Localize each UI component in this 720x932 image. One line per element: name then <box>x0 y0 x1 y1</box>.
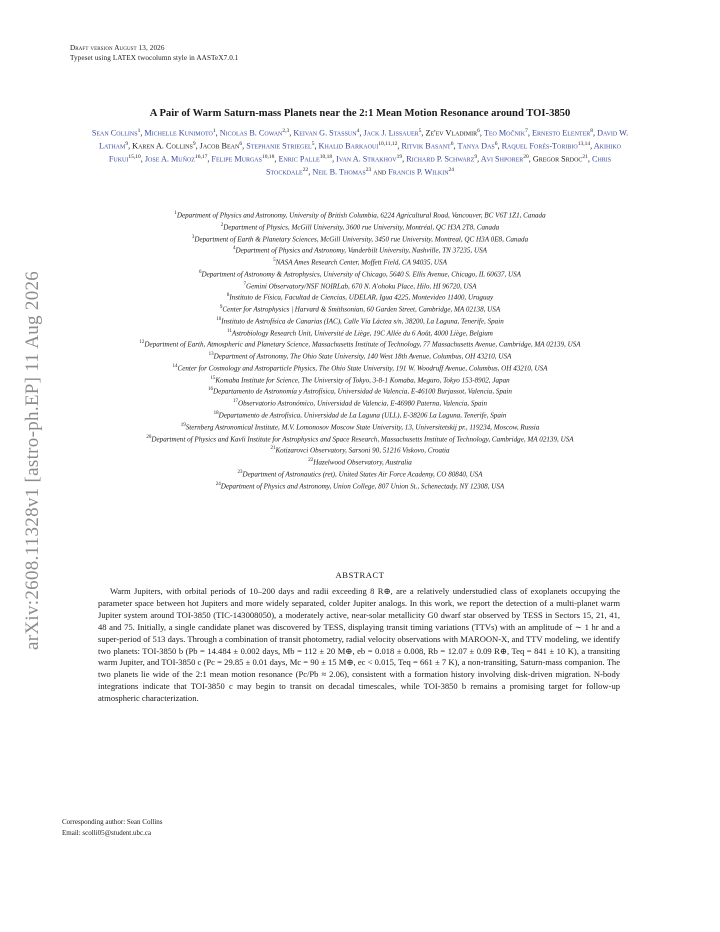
affiliation-text: Instituto de Astrofísica de Canarias (IAC), Calle Vía Láctea s/n, 38200, La Laguna, Tenerife, Spain <box>221 317 504 326</box>
author-name: Ze'ev Vladimir <box>425 128 478 138</box>
affiliation-text: Department of Physics and Astronomy, Vanderbilt University, Nashville, TN 37235, USA <box>235 246 487 255</box>
corresponding-author <box>62 817 163 838</box>
author-name: Jacob Bean <box>199 141 240 151</box>
author-affil-number: 23 <box>365 167 372 174</box>
author-name[interactable]: Jack J. Lissauer <box>363 128 419 138</box>
affiliation-item <box>55 444 665 456</box>
affiliation-item <box>55 480 665 492</box>
draft-version-line <box>70 43 239 53</box>
author-affil-number: 9 <box>192 141 196 148</box>
affiliation-number: 8 <box>226 293 230 299</box>
affiliation-text: Gemini Observatory/NSF NOIRLab, 670 N. A'ohoku Place, Hilo, HI 96720, USA <box>245 281 477 290</box>
author-affil-number: 5 <box>418 128 422 134</box>
affiliation-text: Department of Astronomy & Astrophysics, University of Chicago, 5640 S. Ellis Avenue, Chicago, IL 60637, USA <box>201 270 522 279</box>
author-affil-number: 15,10 <box>128 154 141 161</box>
author-name[interactable]: Akihiko Fukui <box>108 141 621 164</box>
author-name[interactable]: Stephanie Striegel <box>246 141 312 151</box>
authors-and: and <box>373 167 387 177</box>
affiliation-number: 7 <box>243 281 246 287</box>
author-affil-number: 20 <box>523 154 529 161</box>
author-affil-number: 24 <box>448 167 455 174</box>
affiliation-item <box>55 338 665 350</box>
affiliation-text: Hazelwood Observatory, Australia <box>313 458 412 467</box>
author-affil-number: 10,18 <box>319 154 333 161</box>
affiliation-number: 6 <box>198 269 202 275</box>
author-name[interactable]: Enric Palle <box>278 154 320 164</box>
affiliation-text: Departamento de Astrofísica, Universidad de La Laguna (ULL), E-38206 La Laguna, Tenerife, Spain <box>218 411 507 420</box>
affiliation-number: 16 <box>208 387 214 393</box>
affiliation-text: NASA Ames Research Center, Moffett Field, CA 94035, USA <box>275 258 447 267</box>
author-affil-number: 16,17 <box>194 154 208 161</box>
affiliation-number: 15 <box>210 375 216 381</box>
author-name[interactable]: Keivan G. Stassun <box>293 128 357 138</box>
affiliation-number: 2 <box>220 222 224 228</box>
draft-date: August 13, 2026 <box>114 44 165 52</box>
affiliation-item <box>55 362 665 374</box>
author-name[interactable]: Felipe Murgas <box>211 154 262 164</box>
author-name[interactable]: Neil B. Thomas <box>312 167 366 177</box>
author-name[interactable]: Ivan A. Strakhov <box>336 154 397 164</box>
author-name[interactable]: Nicolas B. Cowan <box>219 128 283 138</box>
author-name: Karen A. Collins <box>132 141 193 151</box>
author-name[interactable]: Michelle Kunimoto <box>144 128 213 138</box>
typeset-line: Typeset using LATEX twocolumn style in AASTeX7.0.1 <box>70 54 239 62</box>
affiliation-number: 24 <box>215 481 221 487</box>
author-affil-number: 4 <box>356 128 360 134</box>
author-affil-number: 6 <box>239 141 243 148</box>
author-affil-number: 1 <box>137 128 141 134</box>
author-affil-number: 5 <box>311 141 315 148</box>
author-name[interactable]: Sean Collins <box>91 128 138 138</box>
author-name[interactable]: Ernesto Elenter <box>531 128 591 138</box>
affiliation-text: Center for Cosmology and Astroparticle Physics, The Ohio State University, 191 W. Woodruff Avenue, Columbus, OH 43210, USA <box>177 364 548 373</box>
author-affil-number: 6 <box>450 141 454 148</box>
corresponding-email[interactable]: Email: scolli05@student.ubc.ca <box>62 828 152 837</box>
affiliation-item <box>55 397 665 409</box>
affiliation-item <box>55 374 665 386</box>
affiliation-item <box>55 421 665 433</box>
draft-header <box>70 43 239 63</box>
author-affil-number: 9 <box>125 141 129 148</box>
paper-title: A Pair of Warm Saturn-mass Planets near the 2:1 Mean Motion Resonance around TOI-3850 <box>149 108 571 119</box>
author-name[interactable]: Khalid Barkaoui <box>318 141 379 151</box>
author-name: Gregor Srdoc <box>532 154 583 164</box>
author-affil-number: 21 <box>582 154 588 161</box>
affiliation-item <box>55 385 665 397</box>
affiliation-text: Kotizarovci Observatory, Sarsoni 90, 51216 Viskovo, Croatia <box>275 446 450 455</box>
affiliation-item <box>55 221 665 233</box>
affiliation-text: Komaba Institute for Science, The University of Tokyo, 3-8-1 Komaba, Meguro, Tokyo 153-8902, Japan <box>215 376 510 385</box>
affiliation-item <box>55 409 665 421</box>
affiliation-text: Center for Astrophysics | Harvard & Smithsonian, 60 Garden Street, Cambridge, MA 02138, USA <box>222 305 501 314</box>
author-affil-number: 6 <box>477 128 480 134</box>
author-name[interactable]: Raquel Forés-Toribio <box>501 141 578 151</box>
affiliation-number: 23 <box>237 469 243 475</box>
affiliation-number: 1 <box>174 211 177 216</box>
affiliation-number: 19 <box>180 422 186 428</box>
affiliation-text: Department of Astronomy, The Ohio State University, 140 West 18th Avenue, Columbus, OH 43210, USA <box>213 352 512 361</box>
affiliation-item <box>55 256 665 268</box>
affiliation-number: 3 <box>191 234 195 240</box>
affiliation-number: 9 <box>219 305 223 311</box>
affiliation-item <box>55 280 665 292</box>
abstract-heading: ABSTRACT <box>335 570 385 580</box>
author-name[interactable]: Jose A. Muñoz <box>144 154 195 164</box>
affiliation-number: 21 <box>270 446 276 452</box>
affiliation-number: 22 <box>308 458 314 464</box>
author-affil-number: 2,3 <box>282 128 290 134</box>
author-name[interactable]: Avi Shporer <box>480 154 524 164</box>
affiliation-number: 17 <box>232 399 238 405</box>
affiliation-number: 5 <box>273 258 276 264</box>
abstract-text: Warm Jupiters, with orbital periods of 10–200 days and radii exceeding 8 R⊕, are a relatively understudied class of exoplanets occupying the parameter space between hot Jupiters and more widely separated, colder Jupiter analogs. In this work, we report the detection of a multi-planet warm Jupiter system around TOI-3850 (TIC-143008050), a moderately active, near-solar metallicity G0 dwarf star observed by TESS in Sectors 15, 21, 41, 48 and 75. Initially, a single candidate planet was discovered by TESS, displaying transit timing variations (TTVs) with an amplitude of ∼ 1 hr and a super-period of 513 days. Through a combination of transit photometry, radial velocity observations with MAROON-X, and TTV modeling, we identify two planets: TOI-3850 b (Pb = 14.484 ± 0.002 days, Mb = 112 ± 20 M⊕, eb = 0.018 ± 0.008, Rb = 12.07 ± 0.09 R⊕, Teq = 841 ± 10 K), a transiting warm Jupiter, and TOI-3850 c (Pc = 29.85 ± 0.01 days, Mc = 90 ± 15 M⊕, ec < 0.015, Teq = 661 ± 7 K), a non-transiting, Saturn-mass companion. The two planets lie wide of the 2:1 mean motion resonance (Pc/Pb ≈ 2.06), consistent with a formation history involving disk-driven migration. N-body integrations indicate that TOI-3850 c may begin to transit on decadal timescales, while TOI-3850 b remains a promising target for follow-up atmospheric characterization. <box>98 586 620 704</box>
affiliation-text: Sternberg Astronomical Institute, M.V. Lomonosov Moscow State University, 13, Universitetskij pr., 119234, Moscow, Russia <box>185 423 540 432</box>
author-affil-number: 22 <box>302 167 309 174</box>
affiliation-item <box>55 268 665 280</box>
draft-label: Draft version <box>70 44 115 52</box>
author-affil-number: 10,18 <box>261 154 275 161</box>
affiliation-text: Department of Physics and Astronomy, University of British Columbia, 6224 Agricultural Road, Vancouver, BC V6T 1Z1, Canada <box>176 211 546 220</box>
affiliation-text: Astrobiology Research Unit, Université de Liège, 19C Allée du 6 Août, 4000 Liège, Belgium <box>231 329 493 338</box>
affiliation-number: 14 <box>172 363 178 369</box>
affiliation-number: 11 <box>227 328 232 334</box>
author-affil-number: 10,11,12 <box>378 141 398 148</box>
affiliation-item <box>55 327 665 339</box>
affiliation-number: 10 <box>216 316 222 322</box>
corresponding-author-line: Corresponding author: Sean Collins <box>62 818 163 826</box>
author-name[interactable]: David W. Latham <box>98 128 629 151</box>
affiliation-text: Department of Earth, Atmospheric and Planetary Science, Massachusetts Institute of Technology, 77 Massachusetts Avenue, Cambridge, MA 02139, USA <box>144 340 581 349</box>
affiliation-item <box>55 315 665 327</box>
author-name[interactable]: Teo Močnik <box>483 128 526 138</box>
author-name[interactable]: Richard P. Schwarz <box>406 154 475 164</box>
affiliation-text: Department of Physics and Kavli Institute for Astrophysics and Space Research, Massachusetts Institute of Technology, Cambridge, MA 02139, USA <box>151 434 574 443</box>
affiliation-number: 12 <box>139 340 145 346</box>
affiliation-number: 20 <box>146 434 152 440</box>
author-affil-number: 9 <box>474 154 478 161</box>
affiliation-text: Department of Astronautics (ret), United States Air Force Academy, CO 80840, USA <box>242 470 483 479</box>
author-name[interactable]: Chris Stockdale <box>265 154 612 177</box>
author-name[interactable]: Tanya Das <box>457 141 495 151</box>
affiliation-item <box>55 456 665 468</box>
affiliation-item <box>55 350 665 362</box>
affiliation-item <box>55 433 665 445</box>
author-affil-number: 7 <box>525 128 528 134</box>
author-affil-number: 19 <box>396 154 403 161</box>
affiliation-text: Observatorio Astronómico, Universidad de Valencia, E-46980 Paterna, Valencia, Spain <box>237 399 488 408</box>
author-affil-number: 6 <box>494 141 498 148</box>
author-affil-number: 8 <box>590 128 594 134</box>
author-name[interactable]: Ritvik Basant <box>401 141 451 151</box>
affiliation-item <box>55 303 665 315</box>
author-list: Sean Collins$^1$, Michelle Kunimoto$^1$, Nicolas B. Cowan$^{2,3}$, Keivan G. Stassun$^4$, Jack J. Lissauer$^5$, Ze'ev Vladimir$^6$, Teo Močnik$^7$, Ernesto Elenter$^8$, David W. Latham$^9$, Karen A. Collins$^9$, Jacob Bean$^6$, Stephanie Striegel$^5$, Khalid Barkaoui$^{10,11,12}$, Ritvik Basant$^6$, Tanya Das$^6$, Raquel Forés-Toribio$^{13,14}$, Akihiko Fukui$^{15,10}$, Jose A. Muñoz$^{16,17}$, Felipe Murgas$^{10,18}$, Enric Palle$^{10,18}$, Ivan A. Strakhov$^{19}$, Richard P. Schwarz$^9$, Avi Shporer$^{20}$, Gregor Srdoc$^{21}$, Chris Stockdale$^{22}$, Neil B. Thomas$^{23}$ and Francis P. Wilkin$^{24}$ <box>91 128 629 177</box>
author-affil-number: 1 <box>212 128 216 134</box>
affiliation-item <box>55 244 665 256</box>
affiliation-item <box>55 209 665 221</box>
affiliation-number: 18 <box>213 411 219 417</box>
affiliation-number: 13 <box>208 352 214 358</box>
affiliation-number: 4 <box>233 246 236 252</box>
affiliation-text: Department of Physics and Astronomy, Union College, 807 Union St., Schenectady, NY 12308, USA <box>220 481 505 490</box>
affiliation-text: Department of Earth & Planetary Sciences, McGill University, 3450 rue University, Montreal, QC H3A 0E8, Canada <box>194 234 529 243</box>
affiliation-text: Departamento de Astronomía y Astrofísica, Universidad de Valencia, E-46100 Burjassot, Valencia, Spain <box>213 387 512 396</box>
affiliation-text: Department of Physics, McGill University, 3600 rue University, Montréal, QC H3A 2T8, Canada <box>223 223 500 232</box>
author-affil-number: 13,14 <box>577 141 591 148</box>
affiliation-list <box>55 209 665 491</box>
arxiv-stamp[interactable]: arXiv:2608.11328v1 [astro-ph.EP] 11 Aug 2026 <box>22 270 43 650</box>
affiliation-item <box>55 233 665 245</box>
affiliation-item <box>55 291 665 303</box>
affiliation-text: Instituto de Física, Facultad de Ciencias, UDELAR, Igua 4225, Montevideo 11400, Uruguay <box>229 293 494 302</box>
affiliation-item <box>55 468 665 480</box>
author-name[interactable]: Francis P. Wilkin <box>388 167 449 177</box>
